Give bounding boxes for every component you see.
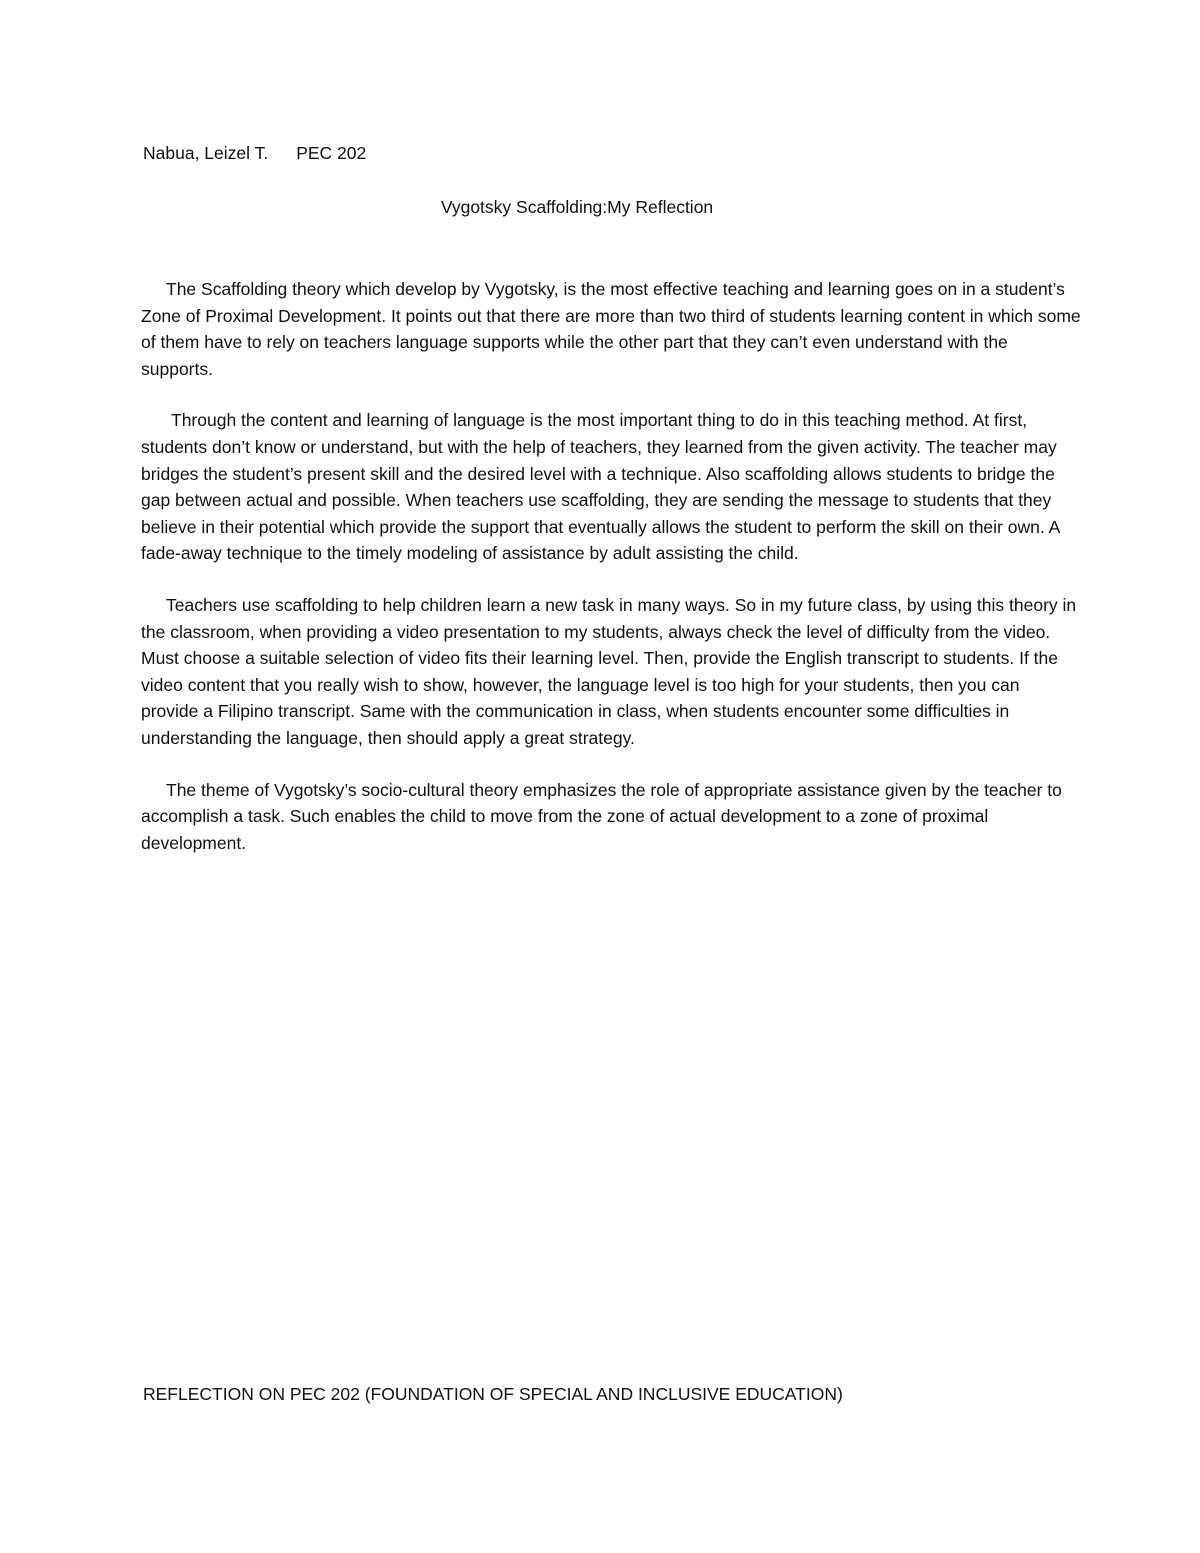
paragraph-4: The theme of Vygotsky’s socio-cultural theory emphasizes the role of appropriate assistance given by the teacher to accomplish a task. Such enables the child to move from the zone of actual development to a zone of proximal development. [141,779,1062,853]
course-code: PEC 202 [296,143,367,163]
document-footer: REFLECTION ON PEC 202 (FOUNDATION OF SPECIAL AND INCLUSIVE EDUCATION) [143,1384,843,1404]
header-line [143,143,366,164]
document-body [141,276,1081,881]
author-name: Nabua, Leizel T. [143,143,269,163]
paragraph-3: Teachers use scaffolding to help children learn a new task in many ways. So in my future class, by using this theory in the classroom, when providing a video presentation to my students, always check the level of difficulty from the video. Must choose a suitable selection of video fits their learning level. Then, provide the English transcript to students. If the video content that you really wish to show, however, the language level is too high for your students, then you can provide a Filipino transcript. Same with the communication in class, when students encounter some difficulties in understanding the language, then should apply a great strategy. [141,594,1077,748]
paragraph-2: Through the content and learning of language is the most important thing to do in this teaching method. At first, students don’t know or understand, but with the help of teachers, they learned from the given activity. The teacher may bridges the student’s present skill and the desired level with a technique. Also scaffolding allows students to bridge the gap between actual and possible. When teachers use scaffolding, they are sending the message to students that they believe in their potential which provide the support that eventually allows the student to perform the skill on their own. A fade-away technique to the timely modeling of assistance by adult assisting the child. [141,410,1060,564]
paragraph-1: The Scaffolding theory which develop by Vygotsky, is the most effective teaching and learning goes on in a student’s Zone of Proximal Development. It points out that there are more than two third of students learning content in which some of them have to rely on teachers language supports while the other part that they can’t even understand with the supports. [141,279,1081,379]
document-title: Vygotsky Scaffolding:My Reflection [440,197,714,217]
